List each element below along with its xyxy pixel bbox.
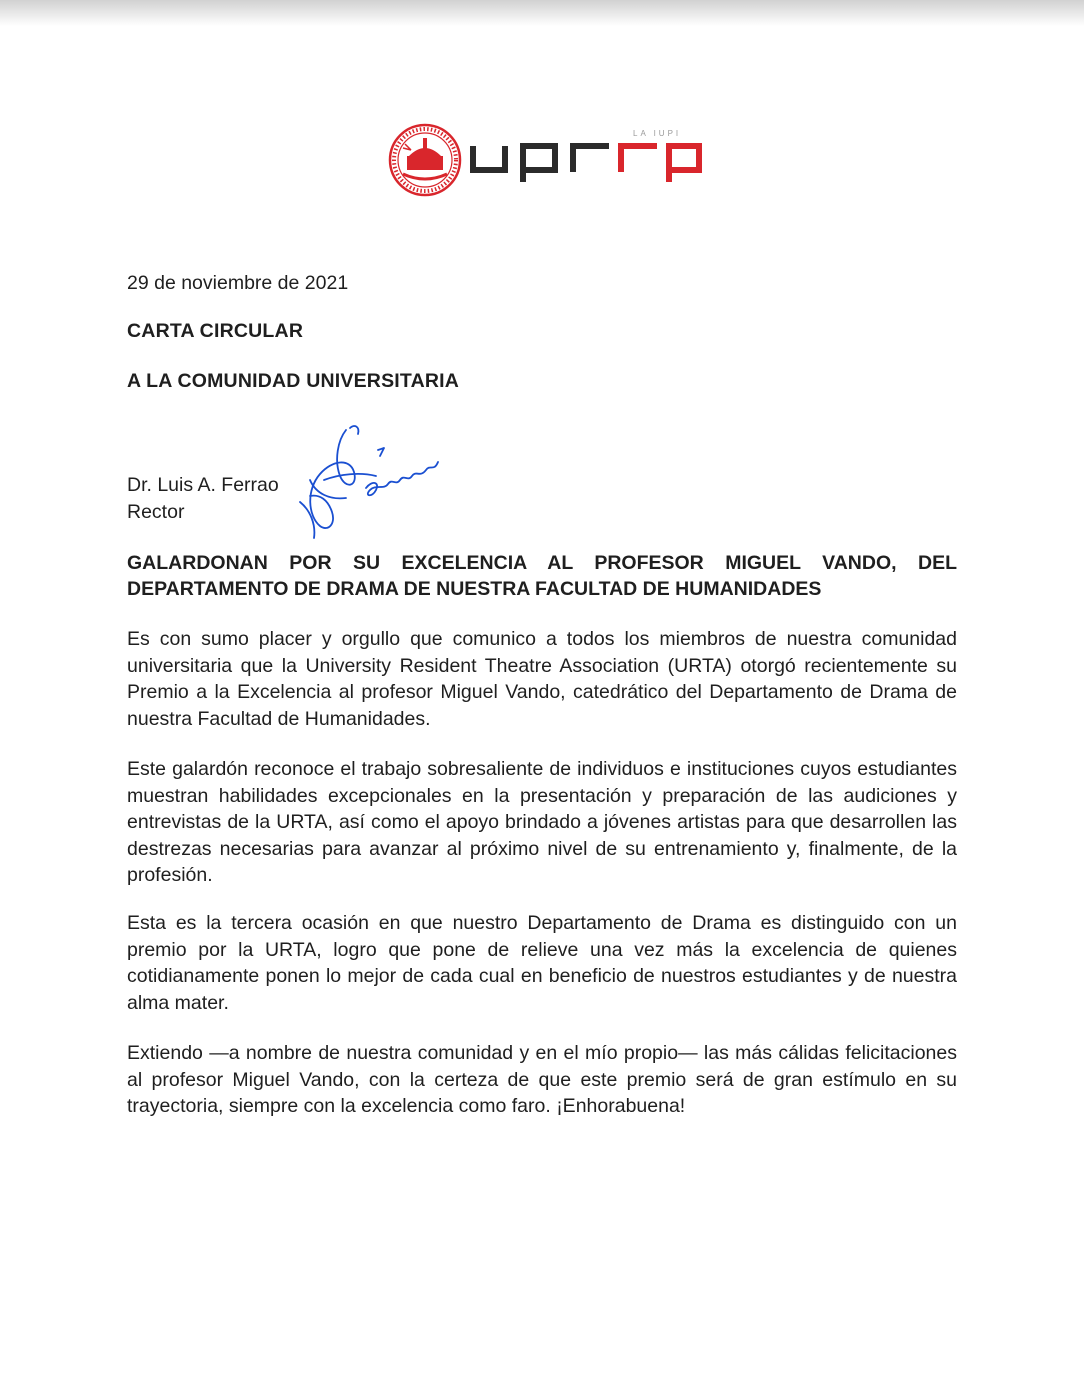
body-paragraph-4: Extiendo —a nombre de nuestra comunidad y en el mío propio— las más cálidas felicitaciones al profesor Miguel Vando, con la certeza de que este premio será de gran estímulo en su trayectoria, siempre con la excelencia como faro. ¡Enhorabuena! xyxy=(127,1042,957,1117)
sender-name: Dr. Luis A. Ferrao xyxy=(127,474,279,496)
university-logo xyxy=(385,120,705,200)
letter-subject: GALARDONAN POR SU EXCELENCIA AL PROFESOR MIGUEL VANDO, DEL DEPARTAMENTO DE DRAMA DE NUESTRA FACULTAD DE HUMANIDADES xyxy=(127,552,957,600)
body-paragraph-2: Este galardón reconoce el trabajo sobresaliente de individuos e instituciones cuyos estudiantes muestran habilidades excepcionales en la presentación y preparación de las audiciones y entrevistas de la URTA, así como el apoyo brindado a jóvenes artistas para que desarrollen las destrezas necesarias para avanzar al próximo nivel de su entrenamiento y, finalmente, de la profesión. xyxy=(127,758,957,886)
handwritten-signature xyxy=(280,420,460,550)
body-paragraph-3: Esta es la tercera ocasión en que nuestro Departamento de Drama es distinguido con un premio por la URTA, logro que pone de relieve una vez más la excelencia de quienes cotidianamente ponen lo mejor de cada cual en beneficio de nuestros estudiantes y de nuestra alma mater. xyxy=(127,912,957,1014)
university-seal-icon xyxy=(390,125,460,195)
logo-tagline: LA IUPI xyxy=(633,129,682,138)
sender-block xyxy=(127,472,279,526)
sender-title: Rector xyxy=(127,501,185,523)
scan-shadow xyxy=(0,0,1084,26)
uprrp-logo-graphic xyxy=(385,120,705,200)
document-type: CARTA CIRCULAR xyxy=(127,320,304,342)
recipient-line: A LA COMUNIDAD UNIVERSITARIA xyxy=(127,370,460,392)
body-paragraph-1: Es con sumo placer y orgullo que comunico a todos los miembros de nuestra comunidad universitaria que la University Resident Theatre Association (URTA) otorgó recientemente su Premio a la Excelencia al profesor Miguel Vando, catedrático del Departamento de Drama de nuestra Facultad de Humanidades. xyxy=(127,628,957,730)
letter-date: 29 de noviembre de 2021 xyxy=(127,272,349,294)
